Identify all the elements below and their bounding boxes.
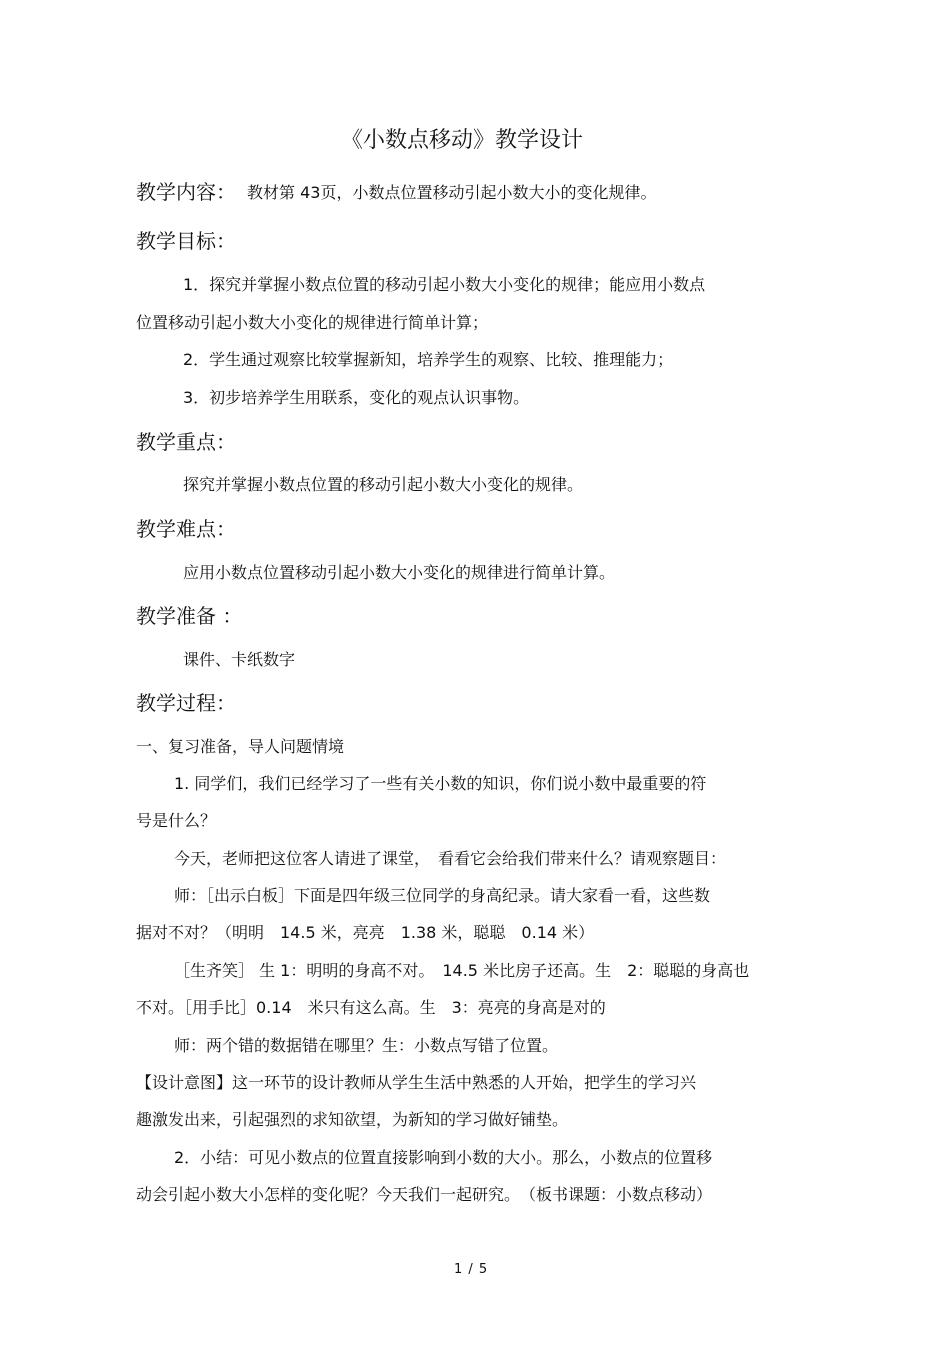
process-p6-line-2: 动会引起小数大小怎样的变化呢？今天我们一起研究。 （板书课题：小数点移动） xyxy=(136,1185,713,1204)
goal-item-1-line-2: 位置移动引起小数大小变化的规律进行简单计算； xyxy=(136,313,489,332)
page-title: 《小数点移动》教学设计 xyxy=(341,128,584,153)
content-text: 教材第 43页，小数点位置移动引起小数大小的变化规律。 xyxy=(247,183,657,202)
process-p4-line-2: 不对。［用手比］0.14 米只有这么高。生 3：亮亮的身高是对的 xyxy=(136,998,606,1017)
design-intent-line-1: 【设计意图】这一环节的设计教师从学生生活中熟悉的人开始，把学生的学习兴 xyxy=(136,1073,697,1092)
preparation-text: 课件、卡纸数字 xyxy=(183,650,296,669)
goals-heading: 教学目标： xyxy=(136,229,236,253)
goal-item-3: 3．初步培养学生用联系，变化的观点认识事物。 xyxy=(183,388,530,407)
process-p1-line-2: 号是什么？ xyxy=(136,811,217,830)
process-p4-line-1: ［生齐笑］ 生 1：明明的身高不对。 14.5 米比房子还高。生 2：聪聪的身高也 xyxy=(174,961,750,980)
content-label: 教学内容： xyxy=(136,180,236,204)
goal-item-1-line-1: 1．探究并掌握小数点位置的移动引起小数大小变化的规律；能应用小数点 xyxy=(183,275,706,294)
process-p2: 今天，老师把这位客人请进了课堂， 看看它会给我们带来什么？请观察题目： xyxy=(174,849,727,868)
key-point-heading: 教学重点： xyxy=(136,430,236,454)
key-point-text: 探究并掌握小数点位置的移动引起小数大小变化的规律。 xyxy=(183,475,584,494)
preparation-heading: 教学准备 ： xyxy=(136,604,243,628)
process-p3-line-1: 师：［出示白板］下面是四年级三位同学的身高纪录。请大家看一看，这些数 xyxy=(174,886,711,905)
process-p6-line-1: 2．小结：可见小数点的位置直接影响到小数的大小。那么，小数点的位置移 xyxy=(174,1148,713,1167)
goal-item-2: 2．学生通过观察比较掌握新知，培养学生的观察、比较、推理能力； xyxy=(183,350,674,369)
difficulty-heading: 教学难点： xyxy=(136,517,236,541)
process-section-1: 一、复习准备，导人问题情境 xyxy=(136,737,345,756)
process-p1-line-1: 1. 同学们，我们已经学习了一些有关小数的知识，你们说小数中最重要的符 xyxy=(174,774,707,793)
process-heading: 教学过程： xyxy=(136,691,236,715)
page-number: 1 / 5 xyxy=(454,1262,489,1277)
process-p3-line-2: 据对不对？（明明 14.5 米，亮亮 1.38 米，聪聪 0.14 米） xyxy=(136,923,595,942)
difficulty-text: 应用小数点位置移动引起小数大小变化的规律进行简单计算。 xyxy=(183,563,616,582)
design-intent-line-2: 趣激发出来，引起强烈的求知欲望，为新知的学习做好铺垫。 xyxy=(136,1110,569,1129)
process-p5: 师：两个错的数据错在哪里？生：小数点写错了位置。 xyxy=(174,1036,559,1055)
